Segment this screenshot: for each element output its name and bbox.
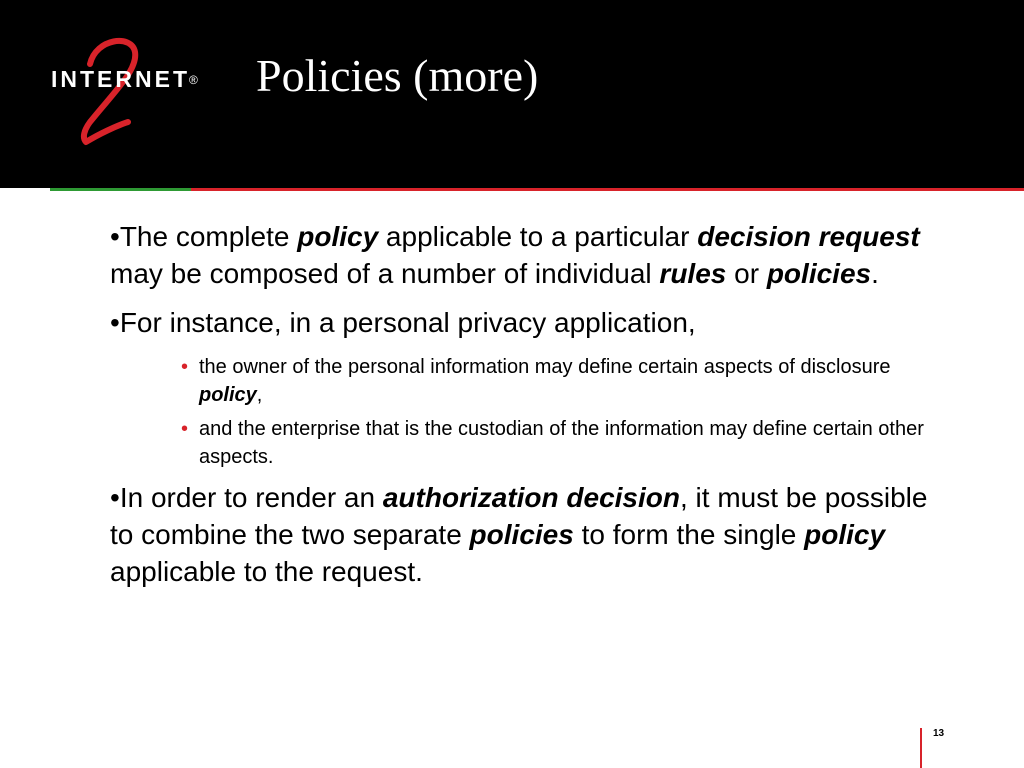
logo-wordmark: INTERNET bbox=[51, 66, 190, 92]
text: the owner of the personal information may define certain aspects of disclosure bbox=[199, 356, 891, 378]
header-accent-green bbox=[50, 188, 191, 191]
text: For instance, in a personal privacy application, bbox=[119, 307, 696, 338]
bullet-paragraph-1 bbox=[110, 218, 950, 292]
sub-bullet-marker: • bbox=[181, 418, 189, 440]
internet2-logo bbox=[44, 30, 214, 155]
emphasis: policies bbox=[469, 519, 574, 550]
sub-bullet-marker: • bbox=[181, 356, 189, 378]
text: The complete bbox=[119, 221, 298, 252]
emphasis: rules bbox=[659, 258, 727, 289]
text: applicable to a particular bbox=[378, 221, 698, 252]
emphasis: decision request bbox=[697, 221, 920, 252]
footer-divider bbox=[920, 728, 922, 768]
emphasis: authorization decision bbox=[382, 482, 680, 513]
emphasis: policy bbox=[297, 221, 379, 252]
emphasis: policies bbox=[766, 258, 872, 289]
bullet-paragraph-3 bbox=[110, 479, 950, 590]
bullet-marker: • bbox=[110, 221, 120, 252]
emphasis: policy bbox=[199, 384, 257, 406]
text: , bbox=[256, 384, 263, 406]
sub-bullet-list bbox=[110, 353, 950, 471]
text: applicable to the request. bbox=[110, 556, 423, 587]
slide-content bbox=[110, 218, 950, 602]
text: . bbox=[871, 258, 879, 289]
text: In order to render an bbox=[119, 482, 383, 513]
page-number: 13 bbox=[933, 728, 945, 739]
header-accent-red bbox=[191, 188, 1024, 191]
registered-mark: ® bbox=[189, 73, 198, 87]
sub-bullet-2 bbox=[181, 415, 939, 471]
text: or bbox=[726, 258, 767, 289]
bullet-marker: • bbox=[110, 307, 120, 338]
text: may be composed of a number of individual bbox=[110, 258, 660, 289]
header-bar bbox=[0, 0, 1024, 188]
text: , it must be possible to combine the two separate bbox=[110, 482, 928, 550]
slide-title: Policies (more) bbox=[256, 50, 539, 101]
emphasis: policy bbox=[804, 519, 886, 550]
sub-bullet-1 bbox=[181, 353, 939, 409]
bullet-paragraph-2 bbox=[110, 304, 950, 341]
bullet-marker: • bbox=[110, 482, 120, 513]
text: and the enterprise that is the custodian of the information may define certain other aspects. bbox=[199, 418, 924, 468]
text: to form the single bbox=[573, 519, 805, 550]
